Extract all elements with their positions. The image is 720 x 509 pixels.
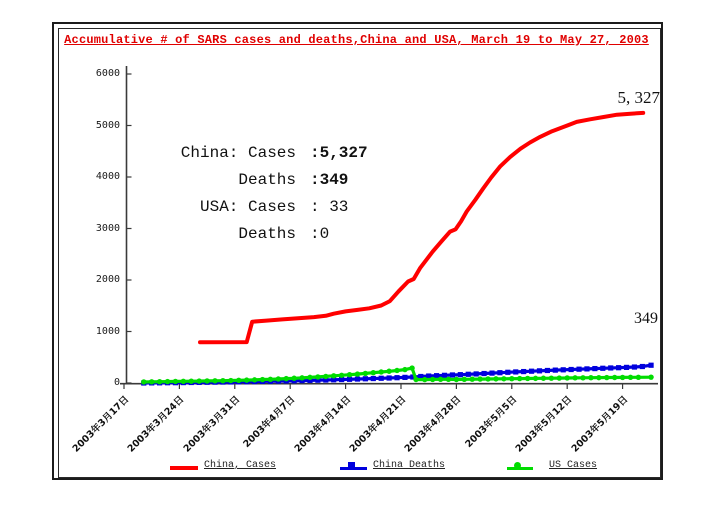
- series-marker-square: [569, 367, 574, 372]
- x-axis-tick-label: 2003年4月28日: [403, 394, 464, 455]
- annotation-row: [168, 221, 408, 248]
- series-marker-circle: [557, 375, 562, 380]
- series-marker-circle: [347, 372, 352, 377]
- y-axis-tick-label: 0: [113, 377, 120, 388]
- legend-marker-square: [348, 462, 355, 469]
- series-marker-circle: [157, 379, 162, 384]
- series-marker-circle: [470, 376, 475, 381]
- series-marker-circle: [284, 376, 289, 381]
- series-marker-square: [387, 375, 392, 380]
- series-marker-square: [363, 376, 368, 381]
- y-axis-tick-label: 6000: [95, 68, 120, 79]
- annotation-value: :349: [310, 171, 349, 189]
- series-marker-circle: [244, 377, 249, 382]
- series-marker-circle: [331, 373, 336, 378]
- series-marker-circle: [409, 365, 414, 370]
- series-marker-square: [505, 370, 510, 375]
- series-marker-square: [442, 373, 447, 378]
- series-marker-circle: [588, 375, 593, 380]
- series-marker-square: [521, 369, 526, 374]
- series-marker-circle: [212, 378, 217, 383]
- x-axis-tick-label: 2003年5月19日: [569, 394, 630, 455]
- x-axis-tick-label: 2003年5月5日: [463, 394, 520, 451]
- series-marker-square: [576, 367, 581, 372]
- series-marker-square: [355, 376, 360, 381]
- series-marker-square: [584, 366, 589, 371]
- series-marker-circle: [413, 377, 418, 382]
- annotation-label: China: Cases: [180, 144, 296, 162]
- series-marker-circle: [628, 375, 633, 380]
- series-marker-circle: [446, 377, 451, 382]
- legend-label: China Deaths: [373, 460, 446, 471]
- series-marker-circle: [549, 375, 554, 380]
- x-axis-tick-label: 2003年5月12日: [513, 394, 575, 455]
- series-marker-circle: [620, 375, 625, 380]
- series-marker-circle: [228, 378, 233, 383]
- series-marker-circle: [438, 377, 443, 382]
- series-marker-circle: [485, 376, 490, 381]
- annotation-value: : 33: [310, 198, 349, 216]
- series-marker-circle: [291, 376, 296, 381]
- series-marker-circle: [371, 370, 376, 375]
- legend-label: US Cases: [549, 460, 598, 471]
- chart-title: Accumulative # of SARS cases and deaths,China and USA, March 19 to May 27, 2003: [64, 33, 649, 47]
- series-marker-circle: [517, 376, 522, 381]
- series-marker-circle: [149, 379, 154, 384]
- series-marker-circle: [323, 374, 328, 379]
- series-marker-circle: [220, 378, 225, 383]
- series-marker-square: [371, 376, 376, 381]
- series-marker-square: [402, 375, 407, 380]
- series-marker-square: [458, 372, 463, 377]
- series-marker-circle: [501, 376, 506, 381]
- series-marker-square: [632, 364, 637, 369]
- series-marker-square: [648, 363, 653, 368]
- legend-label: China, Cases: [204, 460, 277, 471]
- series-marker-square: [379, 376, 384, 381]
- series-marker-square: [434, 373, 439, 378]
- legend-marker-circle: [514, 462, 521, 469]
- y-axis-tick-label: 2000: [95, 274, 120, 285]
- annotation-label: Deaths: [238, 171, 296, 189]
- y-axis-tick-label: 1000: [95, 325, 120, 337]
- y-axis-tick-label: 5000: [95, 119, 120, 131]
- series-marker-circle: [189, 378, 194, 383]
- series-marker-circle: [339, 373, 344, 378]
- series-marker-circle: [181, 379, 186, 384]
- series-marker-circle: [541, 376, 546, 381]
- series-marker-circle: [299, 375, 304, 380]
- series-marker-circle: [533, 376, 538, 381]
- series-marker-square: [545, 368, 550, 373]
- x-axis-tick-label: 2003年4月7日: [241, 394, 298, 451]
- series-marker-square: [347, 377, 352, 382]
- annotation-label: USA: Cases: [199, 198, 296, 216]
- series-marker-circle: [454, 377, 459, 382]
- series-marker-square: [497, 370, 502, 375]
- x-axis-tick-label: 2003年3月24日: [126, 394, 187, 455]
- series-marker-circle: [355, 371, 360, 376]
- series-marker-square: [561, 367, 566, 372]
- legend: [0, 458, 720, 480]
- series-marker-circle: [260, 377, 265, 382]
- series-marker-circle: [430, 377, 435, 382]
- annotation-row: [168, 167, 408, 194]
- series-marker-circle: [386, 369, 391, 374]
- series-marker-circle: [363, 371, 368, 376]
- series-marker-circle: [572, 375, 577, 380]
- annotation-row: [168, 194, 408, 221]
- series-marker-circle: [596, 375, 601, 380]
- series-marker-circle: [204, 378, 209, 383]
- series-marker-square: [489, 371, 494, 376]
- series-marker-square: [513, 369, 518, 374]
- series-marker-circle: [509, 376, 514, 381]
- series-marker-circle: [525, 376, 530, 381]
- series-marker-circle: [379, 369, 384, 374]
- annotation-value: :5,327: [310, 144, 368, 162]
- series-marker-circle: [636, 375, 641, 380]
- series-marker-circle: [268, 377, 273, 382]
- series-marker-square: [450, 372, 455, 377]
- series-marker-square: [600, 366, 605, 371]
- x-axis-tick-label: 2003年3月31日: [181, 394, 243, 455]
- series-marker-square: [608, 365, 613, 370]
- series-marker-square: [537, 368, 542, 373]
- series-marker-square: [624, 365, 629, 370]
- y-axis-tick-label: 4000: [95, 171, 120, 182]
- series-marker-square: [616, 365, 621, 370]
- x-axis-tick-label: 2003年4月21日: [347, 394, 409, 455]
- series-marker-circle: [276, 376, 281, 381]
- series-marker-circle: [612, 375, 617, 380]
- series-marker-circle: [141, 379, 146, 384]
- series-marker-square: [474, 371, 479, 376]
- series-marker-circle: [422, 377, 427, 382]
- series-marker-circle: [173, 379, 178, 384]
- series-marker-circle: [564, 375, 569, 380]
- china-cases-end-label: 5, 327: [617, 88, 660, 107]
- china-deaths-end-label: 349: [634, 310, 658, 327]
- series-marker-square: [529, 369, 534, 374]
- annotation-label: Deaths: [238, 225, 296, 243]
- series-marker-circle: [307, 375, 312, 380]
- series-marker-square: [553, 368, 558, 373]
- series-marker-circle: [604, 375, 609, 380]
- legend-swatch-line: [170, 466, 198, 470]
- series-marker-circle: [165, 379, 170, 384]
- series-marker-circle: [196, 378, 201, 383]
- annotation-value: :0: [310, 225, 330, 243]
- series-marker-circle: [580, 375, 585, 380]
- series-marker-circle: [394, 368, 399, 373]
- series-marker-square: [481, 371, 486, 376]
- series-marker-square: [640, 364, 645, 369]
- series-marker-square: [394, 375, 399, 380]
- series-marker-circle: [493, 376, 498, 381]
- series-marker-circle: [315, 374, 320, 379]
- x-axis-tick-label: 2003年4月14日: [292, 394, 353, 455]
- series-marker-circle: [236, 378, 241, 383]
- annotation-row: [168, 140, 408, 167]
- series-marker-square: [592, 366, 597, 371]
- series-marker-square: [466, 372, 471, 377]
- series-marker-circle: [477, 376, 482, 381]
- series-marker-circle: [252, 377, 257, 382]
- series-marker-circle: [648, 374, 653, 379]
- x-axis-tick-label: 2003年3月17日: [70, 394, 132, 455]
- annotation-box: [168, 140, 408, 248]
- series-marker-circle: [402, 367, 407, 372]
- y-axis-tick-label: 3000: [95, 222, 120, 234]
- series-marker-circle: [462, 377, 467, 382]
